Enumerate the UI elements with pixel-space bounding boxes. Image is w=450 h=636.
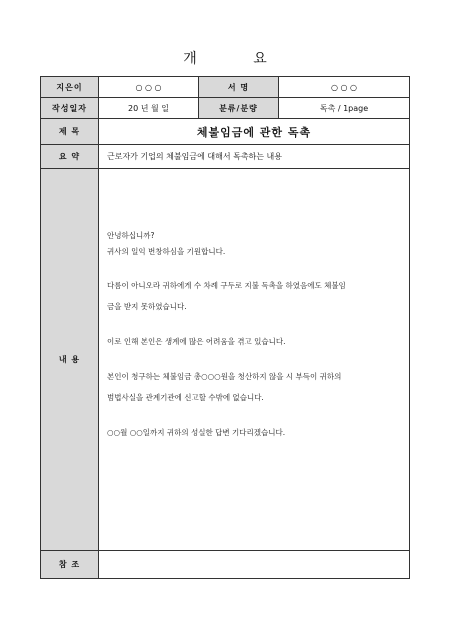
document-title: 개 요 bbox=[183, 51, 293, 67]
reference-label: 참 조 bbox=[41, 551, 99, 579]
content-line: ○○월 ○○일까지 귀하의 성실한 답변 기다리겠습니다. bbox=[107, 428, 286, 437]
summary-form-table bbox=[40, 76, 410, 579]
summary-label: 요 약 bbox=[41, 145, 99, 169]
name-label: 서 명 bbox=[199, 77, 279, 98]
category-value: 독촉 / 1page bbox=[279, 98, 410, 119]
content-line: 범법사실을 관계기관에 신고할 수밖에 없습니다. bbox=[107, 393, 264, 402]
date-label: 작성일자 bbox=[41, 98, 99, 119]
reference-value bbox=[99, 551, 410, 579]
row-author bbox=[41, 77, 410, 98]
row-summary bbox=[41, 145, 410, 169]
content-line: 이로 인해 본인은 생계에 많은 어려움을 겪고 있습니다. bbox=[107, 337, 286, 346]
subject-value: 체불임금에 관한 독촉 bbox=[99, 119, 410, 145]
subject-label: 제 목 bbox=[41, 119, 99, 145]
row-content bbox=[41, 169, 410, 551]
content-body bbox=[99, 169, 410, 551]
date-value: 20 년 월 일 bbox=[99, 98, 199, 119]
name-value: ○ ○ ○ bbox=[279, 77, 410, 98]
content-line: 안녕하십니까? bbox=[107, 231, 155, 240]
content-label: 내 용 bbox=[41, 169, 99, 551]
row-subject bbox=[41, 119, 410, 145]
content-line: 본인이 청구하는 체불임금 총○○○원을 청산하지 않을 시 부득이 귀하의 bbox=[107, 372, 342, 381]
content-line: 다름이 아니오라 귀하에게 수 차례 구두로 지불 독촉을 하였음에도 체불임 bbox=[107, 281, 346, 290]
content-line: 귀사의 일익 번창하심을 기원합니다. bbox=[107, 247, 226, 256]
category-label: 분류/분량 bbox=[199, 98, 279, 119]
row-date bbox=[41, 98, 410, 119]
author-label: 지은이 bbox=[41, 77, 99, 98]
row-reference bbox=[41, 551, 410, 579]
summary-value: 근로자가 기업의 체불임금에 대해서 독촉하는 내용 bbox=[99, 145, 410, 169]
author-value: ○ ○ ○ bbox=[99, 77, 199, 98]
content-line: 금을 받지 못하였습니다. bbox=[107, 302, 187, 311]
